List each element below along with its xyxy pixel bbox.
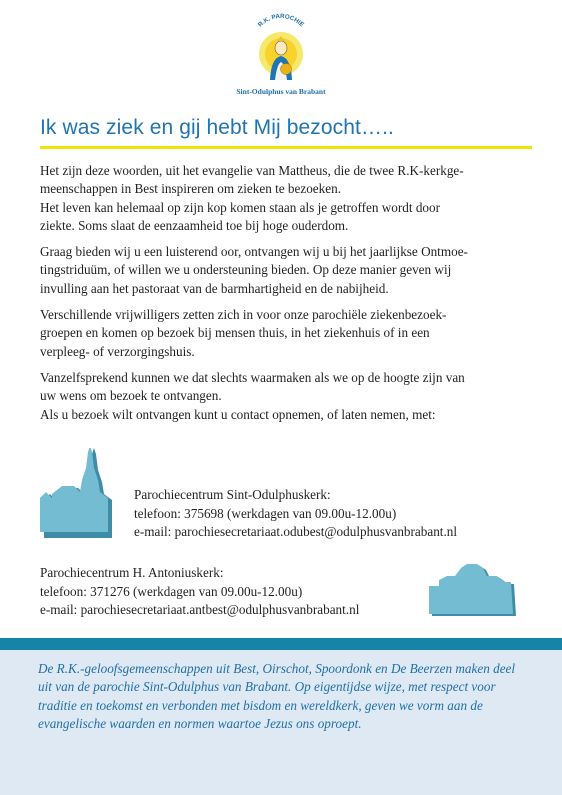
- paragraph-2: Graag bieden wij u een luisterend oor, ontvangen wij u bij het jaarlijkse Ontmoe- tingstriduüm, of willen we u ondersteuning bieden. Op deze manier geven wij invulling aan het pastoraat van de barmhartigheid en de nabijheid.: [40, 244, 468, 296]
- contact-antonius-phone: telefoon: 371276 (werkdagen van 09.00u-12.00u): [40, 583, 303, 599]
- contact-odulphus-name: Parochiecentrum Sint-Odulphuskerk:: [134, 487, 331, 502]
- body-text: [40, 162, 540, 432]
- svg-text:R.K. PAROCHIE: [257, 13, 305, 29]
- contact-antonius: [40, 564, 359, 620]
- paragraph-1: Het zijn deze woorden, uit het evangelie van Mattheus, die de twee R.K-kerkge- meenschappen in Best inspireren om zieken te bezoeken. Het leven kan helemaal op zijn kop komen staan als je getroffen wordt door ziekte. Soms slaat de eenzaamheid toe bij hoge ouderdom.: [40, 163, 464, 233]
- contact-odulphus-email: e-mail: parochiesecretariaat.odubest@odulphusvanbrabant.nl: [134, 524, 458, 539]
- contact-odulphus-phone: telefoon: 375698 (werkdagen van 09.00u-12.00u): [134, 505, 397, 521]
- paragraph-4: Vanzelfsprekend kunnen we dat slechts waarmaken als we op de hoogte zijn van uw wens om bezoek te ontvangen. Als u bezoek wilt ontvangen kunt u contact opnemen, of laten nemen, met:: [40, 369, 465, 422]
- church-dome-icon: [428, 564, 520, 618]
- contact-antonius-email: e-mail: parochiesecretariaat.antbest@odulphusvanbrabant.nl: [40, 602, 360, 617]
- church-tower-icon: [38, 448, 120, 540]
- page-title: Ik was ziek en gij hebt Mij bezocht…..: [40, 116, 394, 139]
- footer-text: De R.K.-geloofsgemeenschappen uit Best, Oirschot, Spoordonk en De Beerzen maken deel uit van de parochie Sint-Odulphus van Brabant. Op eigentijdse wijze, met respect voor traditie en toekomst en verbonden met bisdom en wereldkerk, geven we vorm aan de evangelische waarden en normen waartoe Jezus ons oproept.: [38, 661, 516, 732]
- logo-caption: Sint-Odulphus van Brabant: [236, 87, 326, 96]
- contact-antonius-name: Parochiecentrum H. Antoniuskerk:: [40, 565, 224, 580]
- logo-arc-text: R.K. PAROCHIE: [256, 12, 306, 29]
- footer-band: [0, 638, 562, 650]
- title-underline: [40, 146, 532, 149]
- paragraph-3: Verschillende vrijwilligers zetten zich in voor onze parochiële ziekenbezoek- groepen en komen op bezoek bij mensen thuis, in het ziekenhuis of in een verpleeg- of verzorgingshuis.: [40, 307, 447, 359]
- contact-odulphus: [134, 486, 457, 542]
